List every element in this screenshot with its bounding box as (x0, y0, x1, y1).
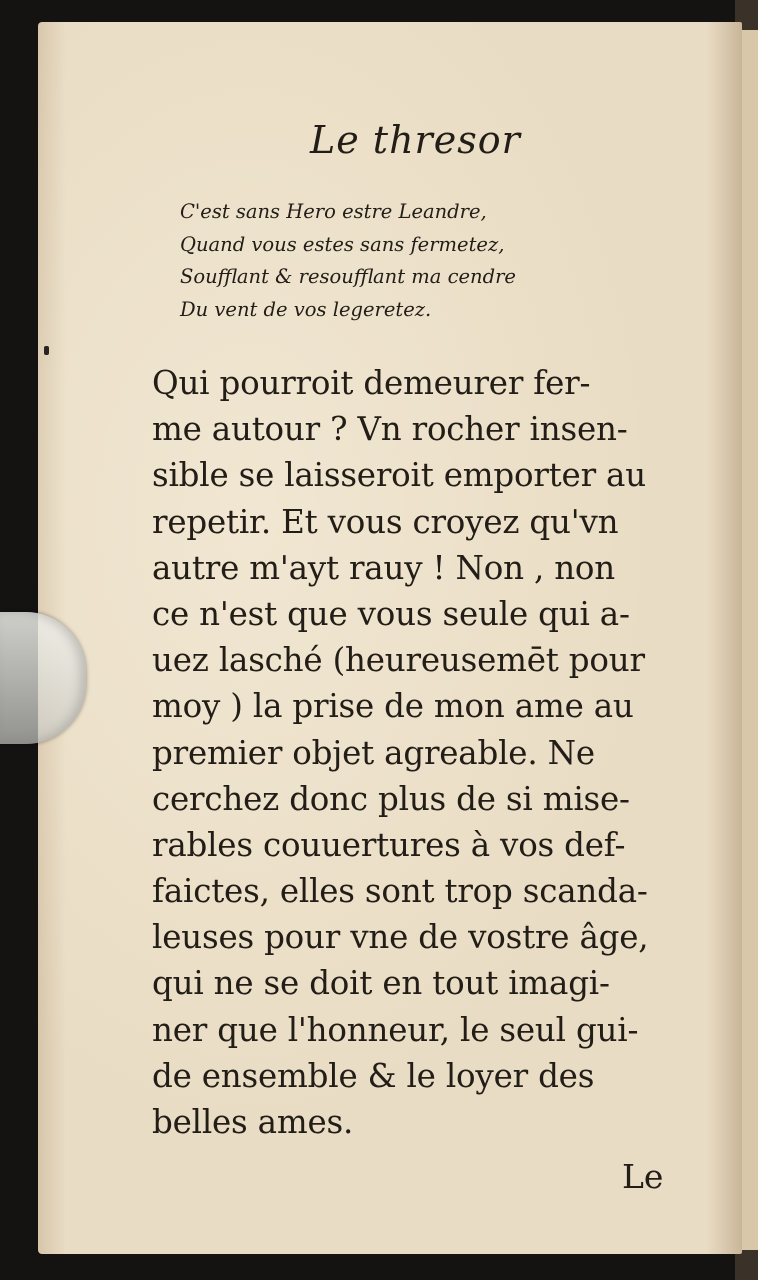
catchword: Le (622, 1157, 664, 1196)
prose-line: repetir. Et vous croyez qu'vn (152, 502, 619, 541)
prose-line: moy ) la prise de mon ame au (152, 687, 634, 726)
prose-line: premier objet agreable. Ne (152, 733, 595, 772)
prose-line: ner que l'honneur, le seul gui- (152, 1010, 639, 1049)
prose-line: sible se laisseroit emporter au (152, 456, 646, 495)
verse-line: Quand vous estes sans fermetez, (180, 232, 505, 256)
prose-line: rables couuertures à vos def- (152, 825, 626, 864)
verse-line: Soufflant & resoufflant ma cendre (180, 265, 516, 288)
prose-line: Qui pourroit demeurer fer- (152, 364, 591, 402)
verse-block (180, 196, 516, 326)
prose-line: autre m'ayt rauy ! Non , non (152, 548, 616, 587)
verse-line: Du vent de vos legeretez. (180, 297, 432, 321)
prose-line: belles ames. (152, 1103, 354, 1141)
prose-line: qui ne se doit en tout imagi- (152, 964, 610, 1003)
prose-block (152, 360, 648, 1145)
verse-line: C'est sans Hero estre Leandre, (180, 200, 487, 223)
prose-line: ce n'est que vous seule qui a- (152, 594, 630, 633)
prose-line: cerchez donc plus de si mise- (152, 779, 630, 818)
prose-line: leuses pour vne de vostre âge, (152, 918, 649, 957)
prose-line: faictes, elles sont trop scanda- (152, 872, 648, 911)
prose-line: uez lasché (heureusemēt pour (152, 641, 645, 680)
prose-line: me autour ? Vn rocher insen- (152, 410, 628, 449)
prose-line: de ensemble & le loyer des (152, 1056, 595, 1095)
ink-mark (44, 346, 49, 355)
running-head: Le thresor (310, 118, 521, 162)
